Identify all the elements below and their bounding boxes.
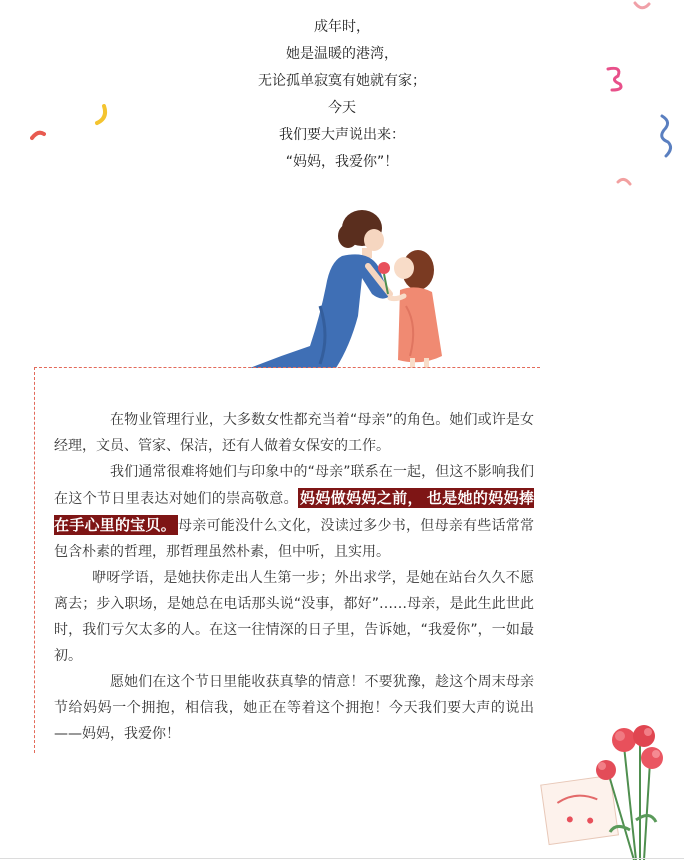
poem-line: 成年时，: [314, 19, 370, 35]
article-paragraph: 愿她们在这个节日里能收获真挚的情意！不要犹豫，趁这个周末母亲节给妈妈一个拥抱，相信我，她正在等着这个拥抱！今天我们要大声的说出——妈妈，我爱你！: [54, 674, 534, 742]
article-paragraph: 咿呀学语，是她扶你走出人生第一步；外出求学，是她在站台久久不愿离去；步入职场，是她总在电话那头说“没事，都好”……母亲，是此生此世此时，我们亏欠太多的人。在这一往情深的日子里，告诉她，“我爱你”，一如最初。: [54, 570, 534, 664]
confetti-pink-top: [632, 0, 652, 12]
article-paragraph: [54, 459, 534, 565]
carnation-bouquet-illustration: [540, 710, 670, 860]
confetti-pink-small: [616, 174, 632, 188]
poem-line: 无论孤单寂寞有她就有家；: [258, 73, 426, 89]
poem-line: “妈妈，我爱你”！: [285, 154, 399, 170]
article-text: 母亲可能没什么文化，没读过多少书，但母亲有些话常常包含朴素的哲理，那哲理虽然朴素，但中听，且实用。: [54, 518, 534, 560]
poem: [0, 14, 684, 176]
article-paragraph: 在物业管理行业，大多数女性都充当着“母亲”的角色。她们或许是女经理，文员、管家、保洁，还有人做着女保安的工作。: [54, 412, 534, 454]
poem-line: 我们要大声说出来：: [279, 127, 405, 143]
highlighted-quote: 也是她的妈妈捧在手心里的宝贝。: [54, 489, 534, 534]
poem-line: 她是温暖的港湾，: [286, 46, 398, 62]
highlighted-quote: 妈妈做妈妈之前，: [300, 489, 423, 507]
article-text: 我们通常很难将她们与印象中的“母亲”联系在一起，但这不影响我们在这个节日里表达对她们的崇高敬意。: [54, 464, 534, 507]
article-body: [54, 407, 534, 747]
mother-and-daughter-illustration: [250, 206, 450, 368]
page-bottom-divider: [0, 858, 684, 859]
poem-line: 今天: [328, 100, 356, 116]
